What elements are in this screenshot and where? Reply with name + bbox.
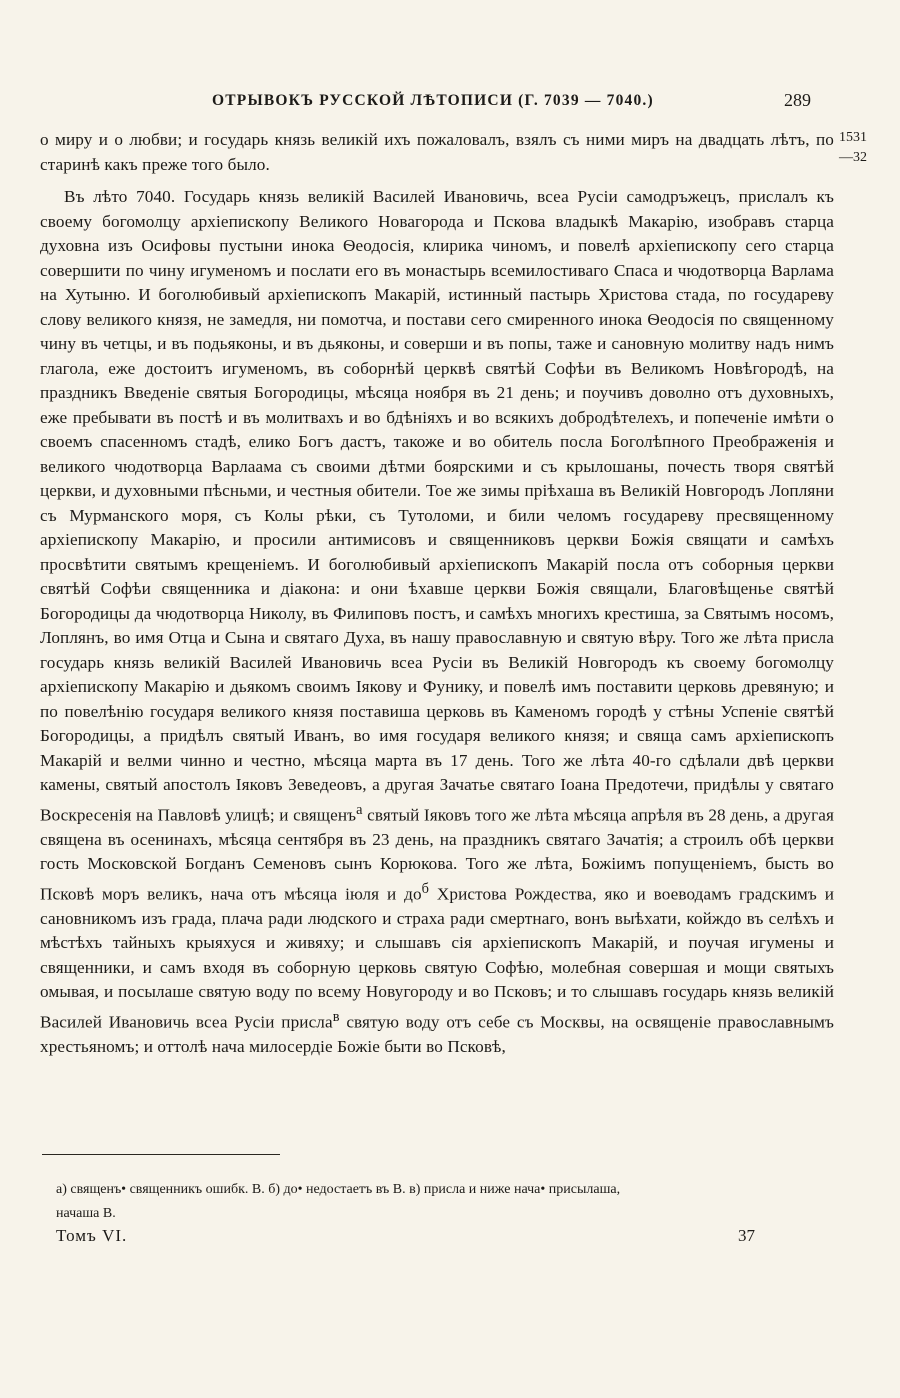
text-segment: Въ лѣто 7040. Государь князь великій Василей Ивановичь, всеа Русіи самодръжецъ, прислалъ къ своему богомолцу архіепископу Великого Новагорода и Пскова владыкѣ Макарію, изобравъ старца духовна изъ Осифовы пустыни инока Ѳеодосія, клирика чиномъ, и повелѣ архіепископу сего старца совершити по чину игуменомъ и послати его въ монастырь всемилостиваго Спаса и чюдотворца Варлама на Хутыню. И боголюбивый архіепископъ Макарій, истинный пастырь Христова стада, по государеву слову великого князя, не замедля, ни помотча, и постави сего смиренного инока Ѳеодосія по священному чину въ четцы, и въ подьяконы, и въ дьяконы, и соверши и въ попы, таже и сановную молитву надъ нимъ глагола, еже достоитъ игуменомъ, въ соборнѣй церквѣ святѣй Софѣи въ Великомъ Новѣгородѣ, на праздникъ Введеніе святыя Богородицы, мѣсяца ноября въ 21 день; и поучивъ доволно отъ духовныхъ, еже пребывати въ постѣ и въ молитвахъ и во бдѣніяхъ и во всякихъ добродѣтелехъ, и попеченіе имѣти о своемъ спасенномъ стадѣ, елико Богъ дастъ, такоже и во обитель посла Боголѣпного Преображенія и великого чюдотворца Варлаама съ своими дѣтми боярскими и съ крылошаны, почесть творя святѣй церкви, и духовными пѣсньми, и честныя обители. Тое же зимы пріѣхаша въ Великій Новгородъ Лопляни съ Мурманского моря, съ Колы рѣки, съ Тутоломи, и били челомъ государеву пресвященному архіепископу Макарію, и просили антимисовъ и священниковъ церкви Божія свящати и самѣхъ просвѣтити святымъ крещеніемъ. И боголюбивый архіепископъ Макарій посла отъ соборныя церкви святѣй Софѣи священника и діакона: и они ѣхавше церкви Божія свящали, Благовѣщенье святѣй Богородицы да чюдотворца Николу, въ Филиповъ постъ, и самѣхъ многихъ крестиша, за Святымъ носомъ, Лоплянъ, во имя Отца и Сына и святаго Духа, въ нашу православную и святую вѣру. Того же лѣта присла государь князь великій Василей Ивановичь всеа Русіи въ Великій Новгородъ къ своему богомолцу архіепископу Макарію и дьякомъ своимъ Іякову и Фунику, и повелѣ имъ поставити церковь древяную; и по повелѣнію государя великого князя поставиша церковь въ Каменомъ городѣ у стѣны Успеніе святѣй Богородицы, а придѣлъ святый Иванъ, во имя государя великого князя; и свяща самъ архіепископъ Макарій и велми чинно и честно, мѣсяца марта въ 17 день. Того же лѣта 40-го сдѣлали двѣ церкви камены, святый апостолъ Іяковъ Зеведеовъ, а другая Зачатье святаго Іоана Предотечи, придѣлы у святаго Воскресенія на Павловѣ улицѣ; и священъ [40, 187, 834, 825]
main-text [40, 128, 834, 1060]
text-segment: святую воду отъ себе съ Москвы, на освященіе православнымъ хрестьяномъ; и оттолѣ нача милосердіе Божіе быти во Псковѣ, [40, 1012, 834, 1057]
running-title: ОТРЫВОКЪ РУССКОЙ ЛѢТОПИСИ (Г. 7039 — 7040.) [212, 92, 654, 109]
volume-label: Томъ VI. [56, 1226, 128, 1245]
signature-mark: 37 [738, 1226, 755, 1245]
footnote-line-2: начаша В. [56, 1206, 116, 1221]
text-segment: святый Іяковъ того же лѣта мѣсяца апрѣля въ 28 день, а другая священа въ осенинахъ, мѣсяца сентября въ 23 день, на праздникъ святаго Зачатія; а строилъ обѣ церкви гость Московской Богданъ Семеновъ сынъ Корюкова. Того же лѣта, Божіимъ попущеніемъ, бысть во Псковѣ моръ великъ, нача отъ мѣсяца іюля и до [40, 805, 834, 904]
margin-year-1: 1531 [839, 130, 867, 145]
footnote-marker-b: б [421, 880, 430, 897]
text-segment: Христова Рождества, яко и воеводамъ градскимъ и сановникомъ изъ града, плача ради людского и страха ради смертнаго, вонъ выѣхати, койждо въ селѣхъ и мѣстѣхъ тайныхъ крыяхуся и живяху; и слышавъ сія архіепископъ Макарій, и поучая игумены и священники, и самъ входя въ соборную церковь святую Софѣю, молебная совершая и мощи святыхъ омывая, и посылаше святую воду по всему Новугороду и во Псковъ; и то слышавъ государь князь великій Василей Ивановичь всеа Русіи присла [40, 884, 834, 1032]
footnote-marker-c: в [332, 1008, 340, 1025]
footnote-divider [42, 1154, 280, 1155]
page-number: 289 [784, 90, 811, 110]
paragraph-7040 [40, 185, 834, 1060]
running-header [0, 92, 900, 118]
paragraph-continuation: о миру и о любви; и государь князь великій ихъ пожаловалъ, взялъ съ ними миръ на двадцать лѣтъ, по старинѣ какъ преже того было. [40, 130, 834, 174]
footnote-marker-a: а [356, 801, 363, 818]
footnote-line-1: а) священъ• священникъ ошибк. В. б) до• недостаетъ въ В. в) присла и ниже нача• присылаша, [56, 1182, 621, 1197]
margin-year-2: —32 [839, 150, 867, 165]
footnote [56, 1178, 836, 1226]
